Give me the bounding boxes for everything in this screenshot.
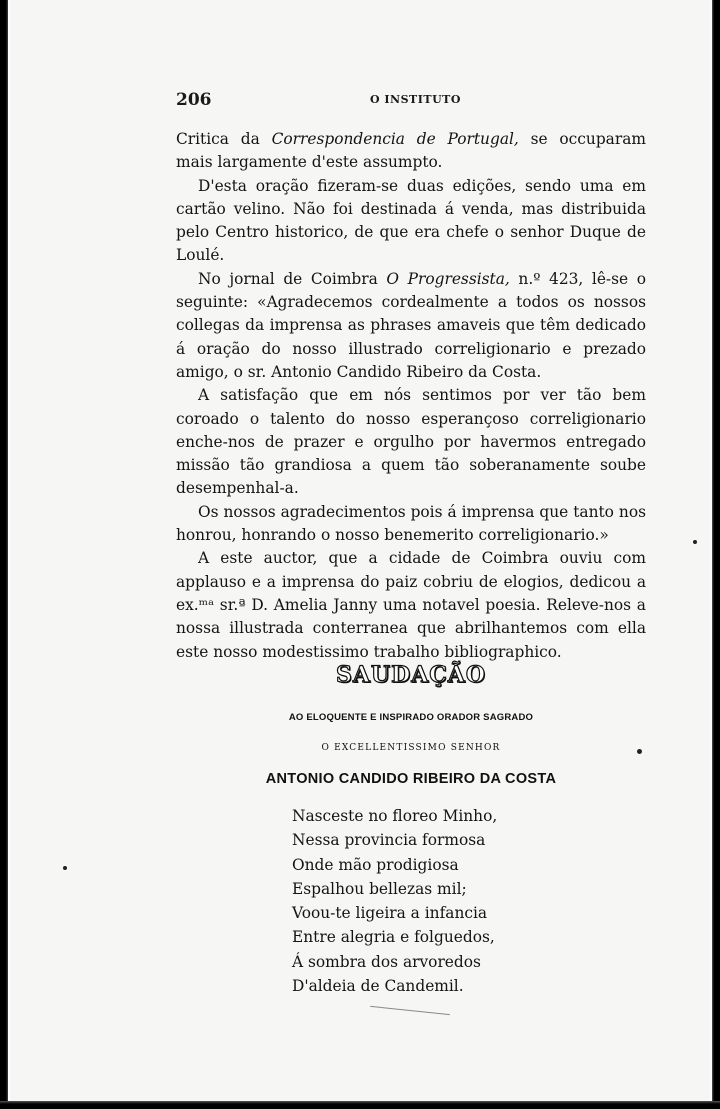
page-number: 206 <box>176 90 212 110</box>
poem-line: D'aldeia de Candemil. <box>292 977 464 996</box>
paragraph: A satisfação que em nós sentimos por ver tão bem coroado o talento do nosso esperançoso correligionario enche-nos de prazer e orgulho por havermos entregado missão tão grandiosa a quem tão soberanamente soube desempenhal-a. <box>176 386 646 498</box>
poem-line: Voou-te ligeira a infancia <box>292 904 488 923</box>
poem-line: Nessa provincia formosa <box>292 831 486 850</box>
paragraph-text: No jornal de Coimbra <box>198 269 387 288</box>
scan-border-right <box>712 0 720 1109</box>
ink-speck <box>63 866 67 870</box>
poem-stanza <box>292 804 592 998</box>
scan-border-left <box>0 0 8 1109</box>
paragraph-continuation <box>176 128 646 175</box>
poem-title: SAUDAÇÃO <box>335 662 487 688</box>
italic-title: O Progressista, <box>386 269 510 288</box>
italic-title: Correspondencia de Portugal, <box>271 130 519 148</box>
poem-line: Espalhou bellezas mil; <box>292 879 467 898</box>
running-title: O INSTITUTO <box>370 93 461 106</box>
ink-speck <box>637 749 642 754</box>
paragraph: D'esta oração fizeram-se duas edições, sendo uma em cartão velino. Não foi destinada á venda, mas distribuida pelo Centro historico, de que era chefe o senhor Duque de Loulé. <box>176 176 646 265</box>
poem-honorific: O EXCELLENTISSIMO SENHOR <box>321 743 501 753</box>
paragraph: A este auctor, que a cidade de Coimbra ouviu com applauso e a imprensa do paiz cobriu de elogios, dedicou a ex.ᵐᵃ sr.ª D. Amelia Janny uma notavel poesia. Releve-nos a nossa illustrada conterranea que abrilhantemos com ella este nosso modestissimo trabalho bibliographico. <box>176 549 646 661</box>
paragraph-text: se occuparam mais largamente d'este assumpto. <box>176 130 646 172</box>
poem-line: Nasceste no floreo Minho, <box>292 807 498 825</box>
paragraph-text: n.º 423, lê-se o seguinte: «Agradecemos cordealmente a todos os nossos collegas da imprensa as phrases amaveis que têm dedicado á oração do nosso illustrado correligionario e prezado amigo, o sr. Antonio Candido Ribeiro da Costa. <box>176 269 646 381</box>
paragraph-quote-intro <box>176 268 646 384</box>
paragraph: Os nossos agradecimentos pois á imprensa que tanto nos honrou, honrando o nosso benemerito correligionario.» <box>176 502 646 545</box>
page-header <box>176 90 596 110</box>
ink-speck <box>693 540 697 544</box>
paragraph-text: Critica da <box>176 130 272 148</box>
poem-line: Entre alegria e folguedos, <box>292 928 495 947</box>
poem-line: Onde mão prodigiosa <box>292 855 459 874</box>
poem-dedication: AO ELOQUENTE E INSPIRADO ORADOR SAGRADO <box>288 712 534 723</box>
scan-border-bottom <box>0 1101 720 1109</box>
poem-dedicatee-name: ANTONIO CANDIDO RIBEIRO DA COSTA <box>265 771 557 787</box>
body-text <box>176 128 646 664</box>
poem-line: Á sombra dos arvoredos <box>292 952 481 971</box>
